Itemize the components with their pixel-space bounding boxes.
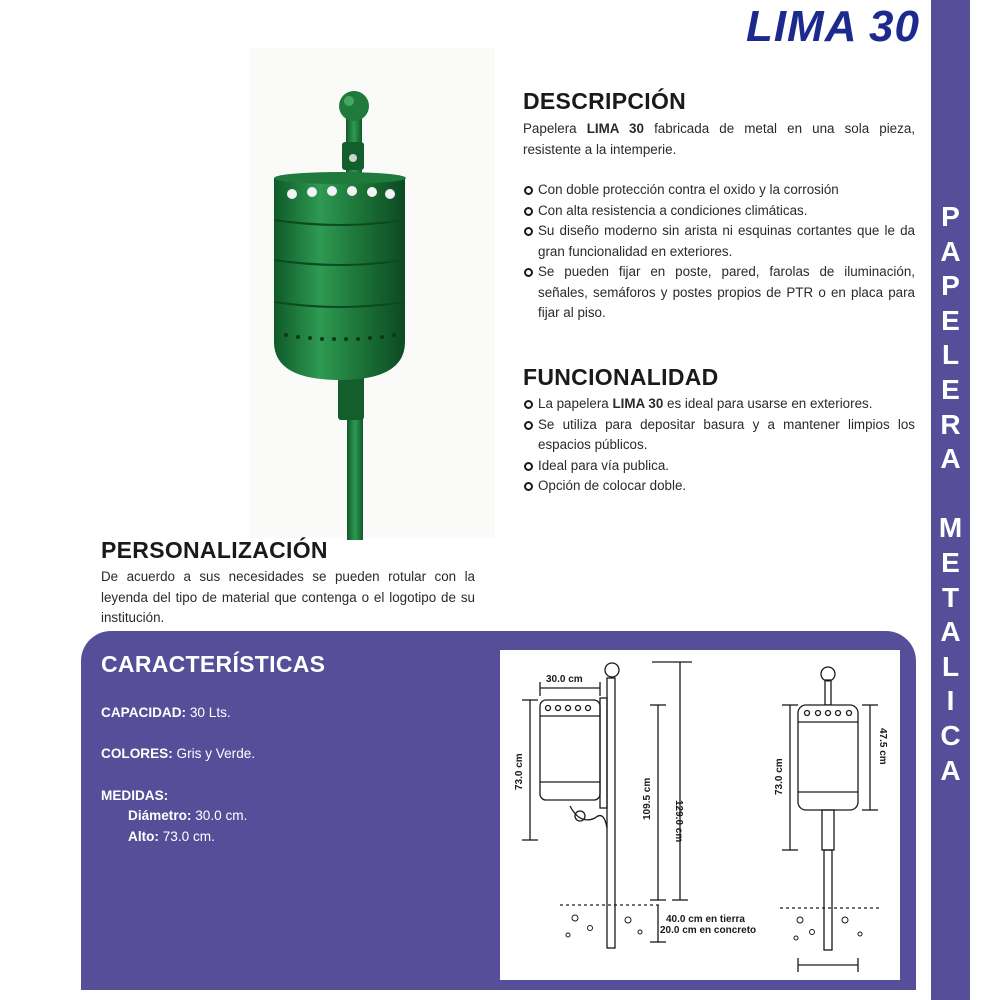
list-item (523, 456, 915, 477)
bullet-text: Opción de colocar doble. (538, 478, 687, 493)
side-letter: L (941, 339, 960, 371)
spec-value: Gris y Verde. (176, 746, 256, 761)
spec-colores (101, 746, 255, 761)
dim-width-label: 30.0 cm (546, 674, 583, 685)
side-letter: R (940, 408, 961, 440)
dim-body-right-label: 47.5 cm (877, 728, 888, 765)
side-letter: M (938, 512, 963, 544)
bullet-icon (524, 186, 533, 195)
side-letter: T (941, 581, 960, 613)
caracteristicas-heading: CARACTERÍSTICAS (101, 651, 326, 677)
bullet-icon (524, 482, 533, 491)
spec-label: MEDIDAS: (101, 788, 169, 803)
spec-alto (128, 829, 215, 844)
dimension-diagram (500, 650, 900, 980)
list-item (523, 201, 915, 222)
bullet-icon (524, 462, 533, 471)
descripcion-intro-after: fabricada de metal en una sola pieza, resistente a la intemperie. (523, 121, 915, 157)
bullet-text: Se pueden fijar en poste, pared, farolas de iluminación, señales, semáforos y postes propios de PTR o en placa para fijar al piso. (538, 264, 915, 320)
list-item (523, 394, 915, 415)
side-letter-gap (931, 477, 970, 512)
descripcion-intro (523, 119, 915, 160)
side-letter: L (941, 650, 960, 682)
spec-capacidad (101, 705, 231, 720)
bullet-text: Su diseño moderno sin arista ni esquinas cortantes que le da gran funcionalidad en exteriores. (538, 223, 915, 259)
side-band-vertical-text (931, 200, 970, 788)
product-name-bold: LIMA 30 (612, 396, 664, 411)
bullet-text-after: es ideal para usarse en exteriores. (663, 396, 873, 411)
list-item (523, 476, 915, 497)
spec-label: Alto: (128, 829, 159, 844)
dim-height-right-label: 73.0 cm (774, 758, 785, 795)
list-item (523, 262, 915, 324)
bullet-icon (524, 400, 533, 409)
descripcion-bullets (523, 180, 915, 324)
side-letter: P (941, 270, 960, 302)
dim-pole-inner-label: 109.5 cm (642, 777, 653, 820)
spec-label: CAPACIDAD: (101, 705, 187, 720)
side-letter: E (941, 304, 960, 336)
bullet-text: Se utiliza para depositar basura y a mantener limpios los espacios públicos. (538, 416, 915, 452)
side-letter: E (941, 546, 960, 578)
dim-ground-label-2: 20.0 cm en concreto (660, 925, 757, 936)
funcionalidad-bullets (523, 394, 915, 497)
side-letter: A (940, 235, 961, 267)
funcionalidad-heading: FUNCIONALIDAD (523, 364, 719, 390)
spec-diametro (128, 808, 247, 823)
side-letter: E (941, 373, 960, 405)
bullet-text-before: La papelera (538, 396, 613, 411)
side-letter: A (940, 616, 961, 648)
bullet-text: Con alta resistencia a condiciones climáticas. (538, 202, 808, 218)
product-name-bold: LIMA 30 (586, 121, 644, 136)
spec-label: COLORES: (101, 746, 173, 761)
dim-ground-label-1: 40.0 cm en tierra (666, 914, 745, 925)
spec-value: 30 Lts. (189, 705, 231, 720)
dim-pole-total-label: 129.0 cm (673, 800, 684, 843)
dim-height-left-label: 73.0 cm (514, 753, 525, 790)
bullet-text: Ideal para vía publica. (538, 457, 670, 473)
bullet-icon (524, 268, 533, 277)
product-photo (250, 80, 450, 540)
personalizacion-heading: PERSONALIZACIÓN (101, 537, 328, 563)
bullet-icon (524, 421, 533, 430)
list-item (523, 415, 915, 456)
spec-label: Diámetro: (128, 808, 192, 823)
bullet-icon (524, 227, 533, 236)
side-letter: I (946, 685, 955, 717)
side-letter: P (941, 201, 960, 232)
descripcion-heading: DESCRIPCIÓN (523, 88, 687, 114)
list-item (523, 221, 915, 262)
spec-medidas (101, 788, 168, 803)
list-item (523, 180, 915, 201)
descripcion-intro-before: Papelera (523, 121, 587, 136)
side-letter: A (940, 754, 961, 786)
bullet-icon (524, 207, 533, 216)
spec-value: 30.0 cm. (195, 808, 248, 823)
side-letter: C (940, 719, 961, 751)
bullet-text: Con doble protección contra el oxido y la corrosión (538, 182, 839, 197)
personalizacion-text: De acuerdo a sus necesidades se pueden rotular con la leyenda del tipo de material que contenga o el logotipo de su institución. (101, 569, 475, 625)
spec-value: 73.0 cm. (162, 829, 215, 844)
side-letter: A (940, 443, 961, 475)
page-title: LIMA 30 (745, 2, 920, 51)
